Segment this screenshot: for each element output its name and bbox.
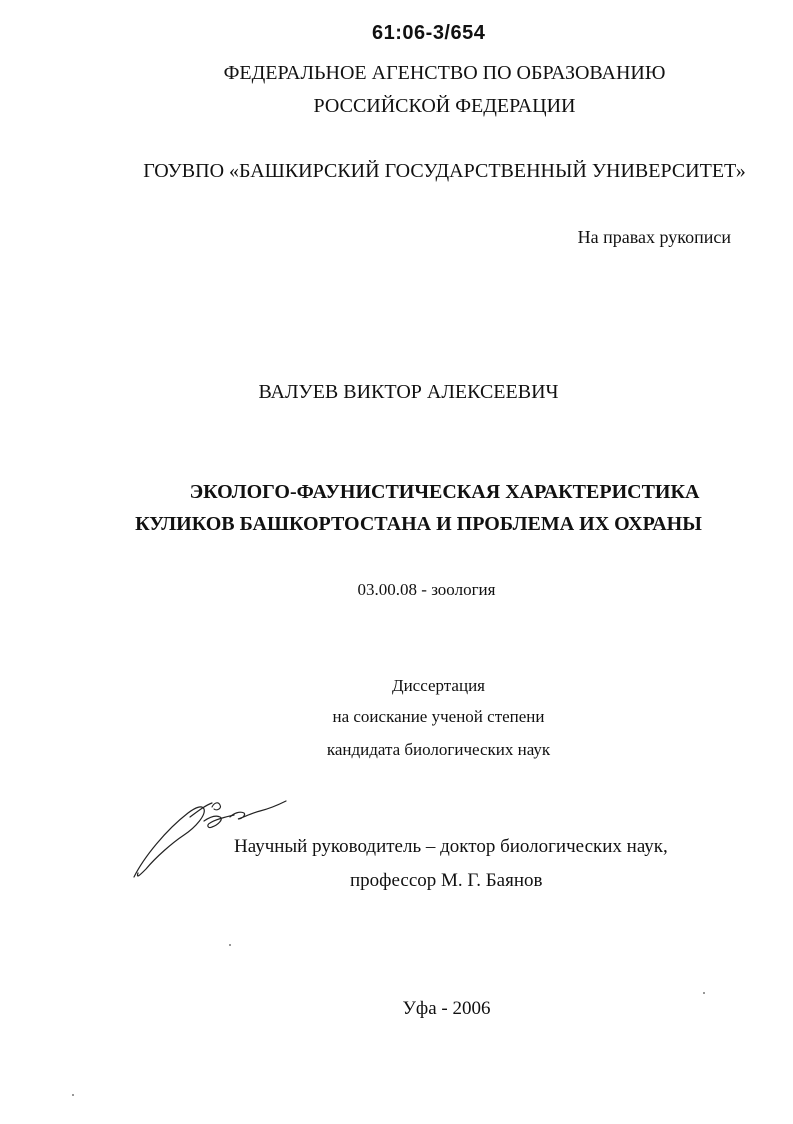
dissertation-title-line-1: ЭКОЛОГО-ФАУНИСТИЧЕСКАЯ ХАРАКТЕРИСТИКА xyxy=(189,481,700,503)
manuscript-rights-note: На правах рукописи xyxy=(577,227,731,247)
dissertation-title-line-2: КУЛИКОВ БАШКОРТОСТАНА И ПРОБЛЕМА ИХ ОХРАНЫ xyxy=(135,513,702,535)
author-name: ВАЛУЕВ ВИКТОР АЛЕКСЕЕВИЧ xyxy=(258,381,559,403)
scan-speck xyxy=(229,944,231,946)
city-year: Уфа - 2006 xyxy=(402,998,491,1019)
supervisor-line-1: Научный руководитель – доктор биологических наук, xyxy=(234,836,668,857)
dissertation-label: Диссертация xyxy=(391,676,485,695)
degree-line: на соискание ученой степени xyxy=(332,707,545,726)
supervisor-name: профессор М. Г. Баянов xyxy=(350,870,543,891)
scan-speck xyxy=(72,1094,74,1096)
agency-name-line-1: ФЕДЕРАЛЬНОЕ АГЕНСТВО ПО ОБРАЗОВАНИЮ xyxy=(223,62,666,84)
university-name: ГОУВПО «БАШКИРСКИЙ ГОСУДАРСТВЕННЫЙ УНИВЕРСИТЕТ» xyxy=(143,160,746,182)
degree-field-line: кандидата биологических наук xyxy=(326,740,551,759)
agency-name-line-2: РОССИЙСКОЙ ФЕДЕРАЦИИ xyxy=(313,95,576,117)
specialty-code: 03.00.08 - зоология xyxy=(357,580,496,599)
scan-speck xyxy=(703,992,705,994)
archive-code: 61:06-3/654 xyxy=(372,22,486,44)
